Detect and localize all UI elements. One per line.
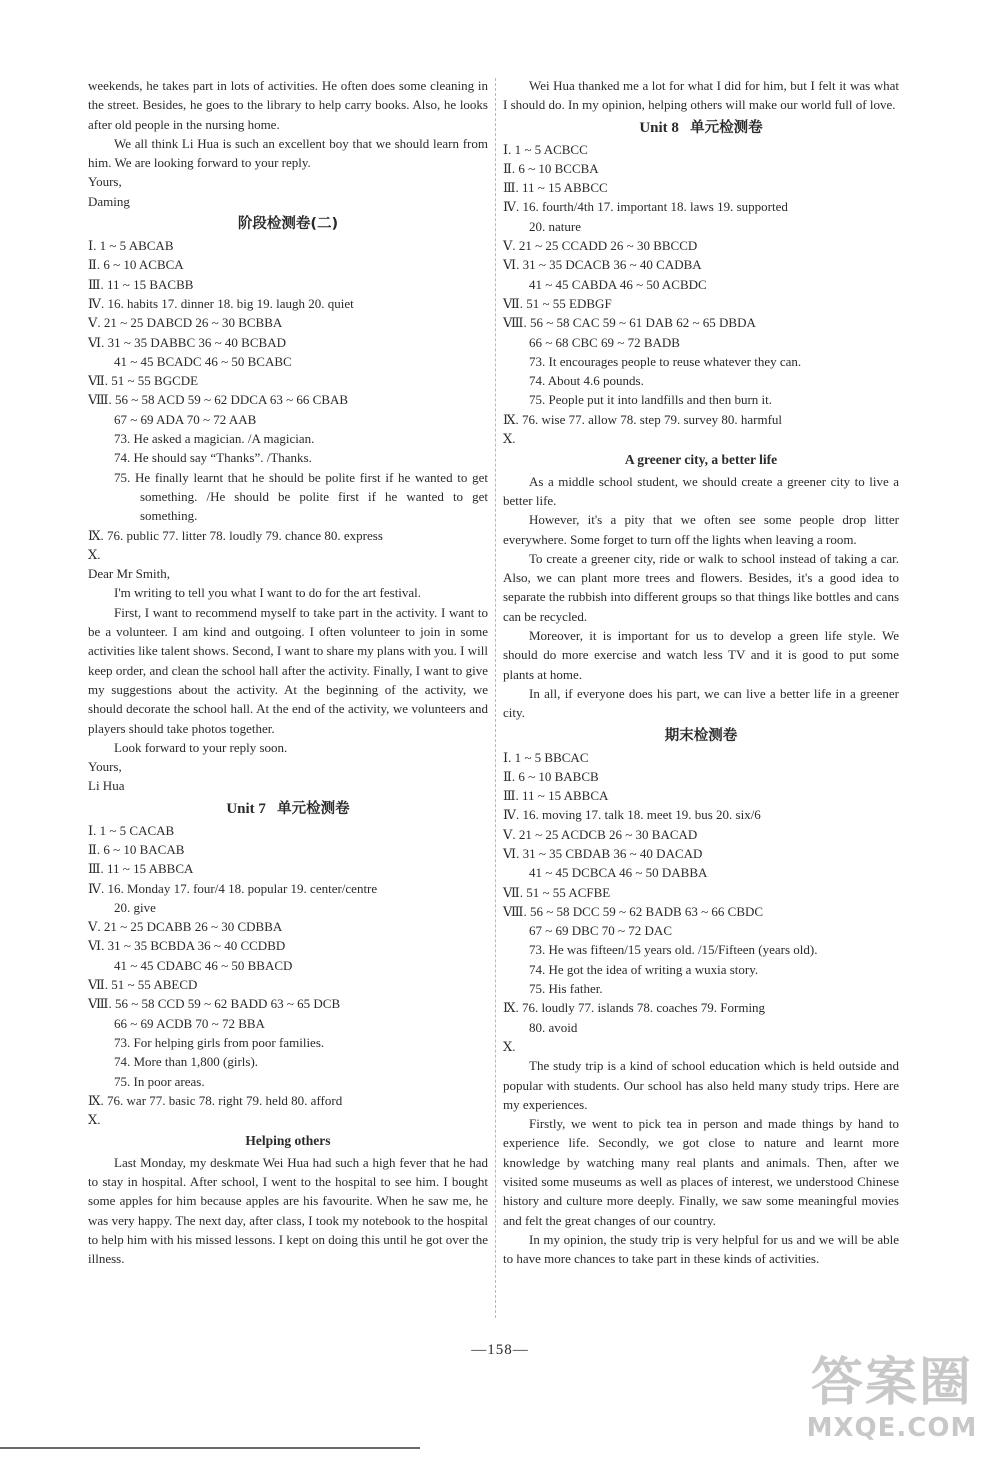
answer-line: Ⅷ. 56 ~ 58 ACD 59 ~ 62 DDCA 63 ~ 66 CBAB bbox=[88, 392, 349, 408]
answer-line: 73. For helping girls from poor families. bbox=[114, 1034, 325, 1050]
answer-line: Ⅶ. 51 ~ 55 EDBGF bbox=[503, 295, 612, 311]
answer-line: 73. He asked a magician. /A magician. bbox=[114, 431, 315, 447]
answer-line: Ⅱ. 6 ~ 10 ACBCA bbox=[88, 257, 184, 273]
essay-paragraph: To create a greener city, ride or walk to school instead of taking a car. Also, we can plant more trees and flowers. Besides, it's a good idea to separate the rubbish into different groups so that things like bottles and cans can be recycled. bbox=[503, 550, 899, 624]
answer-line: Ⅲ. 11 ~ 15 ABBCC bbox=[503, 180, 608, 196]
essay-paragraph: In all, if everyone does his part, we can live a better life in a greener city. bbox=[503, 685, 899, 721]
letter-paragraph: We all think Li Hua is such an excellent boy that we should learn from him. We are looking forward to your reply. bbox=[88, 135, 488, 171]
answer-line: Ⅸ. 76. wise 77. allow 78. step 79. survey 80. harmful bbox=[503, 411, 783, 427]
answer-line: Ⅴ. 21 ~ 25 ACDCB 26 ~ 30 BACAD bbox=[503, 826, 698, 842]
answer-line: 74. More than 1,800 (girls). bbox=[114, 1054, 259, 1070]
essay-paragraph: Moreover, it is important for us to develop a green life style. We should do more exercise and watch less TV and it is good to put some plants at home. bbox=[503, 628, 899, 682]
answer-line: 74. He should say “Thanks”. /Thanks. bbox=[114, 450, 312, 466]
answer-line: Ⅰ. 1 ~ 5 ABCAB bbox=[88, 238, 174, 254]
essay-paragraph: Wei Hua thanked me a lot for what I did for him, but I felt it was what I should do. In my opinion, helping others will make our world full of love. bbox=[503, 78, 899, 113]
answer-line: 67 ~ 69 DBC 70 ~ 72 DAC bbox=[529, 923, 672, 939]
letter-paragraph: Look forward to your reply soon. bbox=[114, 739, 288, 755]
answer-line: Ⅳ. 16. fourth/4th 17. important 18. laws 19. supported bbox=[503, 199, 788, 215]
essay-title: Helping others bbox=[245, 1133, 331, 1149]
answer-line: Ⅷ. 56 ~ 58 CCD 59 ~ 62 BADD 63 ~ 65 DCB bbox=[88, 996, 341, 1012]
answer-line: Ⅸ. 76. public 77. litter 78. loudly 79. chance 80. express bbox=[88, 527, 383, 543]
answer-line: Ⅶ. 51 ~ 55 BGCDE bbox=[88, 373, 199, 389]
answer-line: 66 ~ 69 ACDB 70 ~ 72 BBA bbox=[114, 1015, 265, 1031]
answer-line: Ⅴ. 21 ~ 25 CCADD 26 ~ 30 BBCCD bbox=[503, 238, 698, 254]
answer-line: 75. People put it into landfills and then burn it. bbox=[529, 392, 773, 408]
answer-line: 74. He got the idea of writing a wuxia story. bbox=[529, 961, 759, 977]
letter-paragraph: weekends, he takes part in lots of activities. He often does some cleaning in the street. Besides, he goes to the library to help carry books. Also, he looks after old people in the nursing home. bbox=[88, 78, 488, 132]
answer-line: Ⅵ. 31 ~ 35 DCACB 36 ~ 40 CADBA bbox=[503, 257, 702, 273]
answer-line: 74. About 4.6 pounds. bbox=[529, 373, 644, 389]
answer-line: 73. He was fifteen/15 years old. /15/Fifteen (years old). bbox=[529, 942, 818, 958]
right-column bbox=[503, 76, 899, 1269]
answer-line: Ⅷ. 56 ~ 58 DCC 59 ~ 62 BADB 63 ~ 66 CBDC bbox=[503, 903, 764, 919]
answer-line: Ⅱ. 6 ~ 10 BABCB bbox=[503, 768, 599, 784]
column-divider bbox=[495, 78, 496, 1318]
answer-line: Ⅵ. 31 ~ 35 DABBC 36 ~ 40 BCBAD bbox=[88, 334, 286, 350]
answer-line: Ⅱ. 6 ~ 10 BCCBA bbox=[503, 160, 599, 176]
answer-line: Ⅲ. 11 ~ 15 BACBB bbox=[88, 276, 194, 292]
answer-line: 80. avoid bbox=[529, 1019, 578, 1035]
answer-line: Ⅲ. 11 ~ 15 ABBCA bbox=[88, 861, 194, 877]
unit-test-label: 单元检测卷 bbox=[277, 800, 350, 817]
answer-line: Ⅰ. 1 ~ 5 BBCAC bbox=[503, 749, 589, 765]
section-heading-stage-test-2: 阶段检测卷(二) bbox=[237, 216, 339, 233]
answer-line: Ⅳ. 16. moving 17. talk 18. meet 19. bus 20. six/6 bbox=[503, 807, 761, 823]
answer-line: Ⅵ. 31 ~ 35 BCBDA 36 ~ 40 CCDBD bbox=[88, 938, 286, 954]
essay-title: A greener city, a better life bbox=[624, 452, 778, 468]
watermark-mark: 答案圈 bbox=[810, 1353, 973, 1413]
answer-line: 41 ~ 45 CABDA 46 ~ 50 ACBDC bbox=[529, 276, 707, 292]
answer-line: 41 ~ 45 CDABC 46 ~ 50 BBACD bbox=[114, 957, 293, 973]
watermark-url: MXQE.COM bbox=[806, 1413, 978, 1443]
letter-paragraph: I'm writing to tell you what I want to do for the art festival. bbox=[114, 585, 422, 601]
left-column bbox=[88, 76, 488, 1269]
answer-line: 75. He finally learnt that he should be polite first if he wanted to get something. /He should be polite first if he wanted to get something. bbox=[114, 469, 488, 524]
essay-paragraph: However, it's a pity that we often see some people drop litter everywhere. Some forget to turn off the lights when leaving a room. bbox=[503, 512, 899, 547]
letter-signature: Daming bbox=[88, 193, 130, 209]
answer-line: Ⅹ. bbox=[503, 1038, 516, 1054]
answer-line: Ⅳ. 16. Monday 17. four/4 18. popular 19. center/centre bbox=[88, 880, 378, 896]
answer-line: 41 ~ 45 BCADC 46 ~ 50 BCABC bbox=[114, 353, 292, 369]
watermark-logo bbox=[792, 1353, 992, 1463]
answer-line: 20. nature bbox=[529, 218, 581, 234]
answer-line: Ⅴ. 21 ~ 25 DABCD 26 ~ 30 BCBBA bbox=[88, 315, 283, 331]
essay-paragraph: In my opinion, the study trip is very helpful for us and we will be able to have more chances to take part in these kinds of activities. bbox=[503, 1231, 899, 1267]
answer-line: 75. His father. bbox=[529, 981, 603, 997]
answer-line: 67 ~ 69 ADA 70 ~ 72 AAB bbox=[114, 411, 257, 427]
unit-test-label: 单元检测卷 bbox=[690, 119, 763, 136]
letter-signature: Li Hua bbox=[88, 778, 125, 794]
answer-line: Ⅶ. 51 ~ 55 ABECD bbox=[88, 977, 198, 993]
unit-label: Unit 8 bbox=[639, 119, 679, 136]
answer-line: Ⅶ. 51 ~ 55 ACFBE bbox=[503, 884, 611, 900]
answer-line: Ⅴ. 21 ~ 25 DCABB 26 ~ 30 CDBBA bbox=[88, 919, 283, 935]
section-heading-unit-8 bbox=[503, 118, 899, 138]
letter-closing: Yours, bbox=[88, 174, 122, 190]
unit-label: Unit 7 bbox=[226, 800, 266, 817]
section-heading-final-test: 期末检测卷 bbox=[664, 727, 738, 744]
essay-paragraph: The study trip is a kind of school education which is held outside and popular with students. Our school has also held many study trips. Here are my experiences. bbox=[503, 1058, 899, 1112]
essay-paragraph: Firstly, we went to pick tea in person and made things by hand to experience life. Secondly, we got close to nature and learnt more knowledge by watching many real plants and animals. Then, after we visited some museums as well as places of interest, we understood Chinese history and culture more deeply. Finally, we saw some meaningful movies and felt the great changes of our country. bbox=[503, 1116, 899, 1228]
letter-closing: Yours, bbox=[88, 759, 122, 775]
essay-paragraph: As a middle school student, we should create a greener city to live a better life. bbox=[503, 473, 899, 508]
answer-line: Ⅸ. 76. loudly 77. islands 78. coaches 79. Forming bbox=[503, 1000, 766, 1016]
answer-line: Ⅳ. 16. habits 17. dinner 18. big 19. laugh 20. quiet bbox=[88, 295, 354, 311]
answer-line: 20. give bbox=[114, 899, 156, 915]
answer-line: 75. In poor areas. bbox=[114, 1073, 205, 1089]
answer-line: 41 ~ 45 DCBCA 46 ~ 50 DABBA bbox=[529, 865, 708, 881]
answer-line: Ⅸ. 76. war 77. basic 78. right 79. held 80. afford bbox=[88, 1092, 343, 1108]
page-number: —158— bbox=[471, 1342, 529, 1358]
answer-line: Ⅰ. 1 ~ 5 CACAB bbox=[88, 822, 175, 838]
answer-line: Ⅱ. 6 ~ 10 BACAB bbox=[88, 841, 185, 857]
letter-greeting: Dear Mr Smith, bbox=[88, 566, 170, 582]
answer-line: Ⅵ. 31 ~ 35 CBDAB 36 ~ 40 DACAD bbox=[503, 845, 703, 861]
answer-line: 66 ~ 68 CBC 69 ~ 72 BADB bbox=[529, 334, 680, 350]
bottom-rule bbox=[0, 1447, 420, 1449]
answer-line: Ⅷ. 56 ~ 58 CAC 59 ~ 61 DAB 62 ~ 65 DBDA bbox=[503, 315, 756, 331]
answer-line: Ⅰ. 1 ~ 5 ACBCC bbox=[503, 141, 588, 157]
letter-paragraph: First, I want to recommend myself to take part in the activity. I want to be a volunteer. I am kind and outgoing. I often volunteer to join in some activities like talent shows. Second, I want to share my plans with you. I will keep order, and clean the school hall after the activity. Finally, I want to give my suggestions about the activity. At the beginning of the activity, we should decorate the school hall. At the end of the activity, we volunteers and players should take photos together. bbox=[88, 604, 488, 736]
answer-line: Ⅹ. bbox=[88, 1112, 101, 1128]
answer-line: Ⅹ. bbox=[88, 546, 101, 562]
answer-line: Ⅲ. 11 ~ 15 ABBCA bbox=[503, 788, 609, 804]
answer-line: Ⅹ. bbox=[503, 431, 516, 447]
essay-paragraph: Last Monday, my deskmate Wei Hua had such a high fever that he had to stay in hospital. After school, I went to the hospital to see him. I bought some apples for him because apples are his favourite. When he saw me, he was very happy. The next day, after class, I took my notebook to the hospital to help him with his missed lessons. I kept on doing this until he got over the illness. bbox=[88, 1154, 488, 1267]
answer-line: 73. It encourages people to reuse whatever they can. bbox=[529, 353, 802, 369]
section-heading-unit-7 bbox=[88, 799, 488, 819]
